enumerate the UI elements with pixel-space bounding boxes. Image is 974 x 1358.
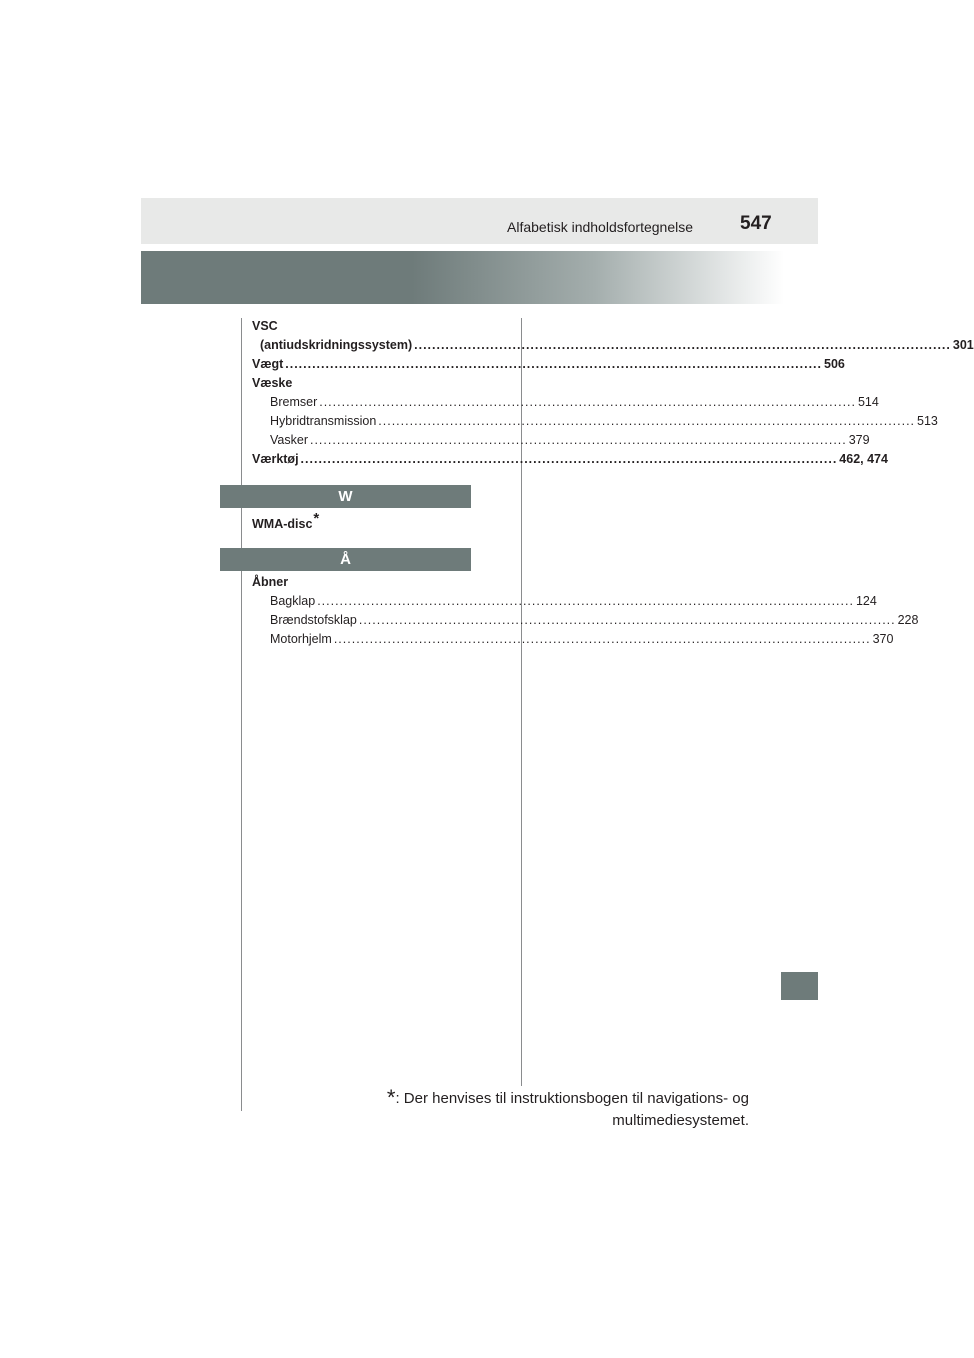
decorative-gradient-band [141,251,818,304]
dot-leader: ........................................................................................................................ [378,414,916,428]
index-term: Vægt [252,355,285,374]
index-page-ref: 462, 474 [839,452,888,466]
index-term: (antiudskridningssystem) [260,336,414,355]
index-page-ref: 513 [917,414,938,428]
dot-leader: ........................................................................................................................ [319,395,856,409]
index-subentry [252,611,919,630]
chapter-thumb-tab [781,972,818,1000]
header-bar [141,198,818,244]
footnote [387,1087,749,1132]
index-subentry [252,393,879,412]
index-group-aa [252,573,919,649]
left-column-rule [241,318,242,1111]
index-term: Bremser [270,393,319,412]
index-term: Hybridtransmission [270,412,378,431]
index-page-ref: 370 [872,632,894,646]
index-term: Brændstofsklap [270,611,359,630]
footnote-line-2: multimediesystemet. [612,1112,749,1129]
index-page-ref: 301 [952,338,974,352]
index-term: Åbner [252,575,289,589]
index-entry [252,317,471,336]
index-entry [252,509,471,531]
index-term: Vasker [270,431,310,450]
dot-leader: ........................................................................................................................ [309,433,847,447]
index-term: Motorhjelm [270,630,334,649]
footnote-star-icon: * [313,510,320,527]
index-subentry [252,431,870,450]
index-page-ref: 506 [824,357,845,371]
index-page-ref: 124 [855,594,877,608]
dot-leader: ........................................................................................................................ [317,594,854,608]
dot-leader: ........................................................................................................................ [333,632,871,646]
section-header-aa: Å [220,548,471,571]
section-header-w: W [220,485,471,508]
index-entry [252,336,974,355]
index-entry [252,573,471,592]
footnote-text: : Der henvises til instruktionsbogen til navigations- og [395,1090,749,1107]
index-subentry [252,412,938,431]
running-header-title: Alfabetisk indholdsfortegnelse [507,219,694,235]
index-subentry [252,592,877,611]
index-entry [252,450,888,469]
index-entry [252,374,471,393]
index-term: Værktøj [252,450,301,469]
footnote-line-1 [387,1087,749,1110]
index-page-ref: 228 [897,613,919,627]
page-number: 547 [740,213,772,234]
footnote-star-icon: * [386,1085,396,1110]
index-entry [252,355,845,374]
index-term: Bagklap [270,592,317,611]
index-group-w [252,509,471,531]
index-page-ref: 514 [857,395,879,409]
dot-leader: ........................................................................................................................ [358,613,896,627]
index-subentry [252,630,894,649]
dot-leader: ........................................................................................................................ [300,452,838,466]
index-term: WMA-disc [252,517,313,531]
index-term: Væske [252,376,293,390]
index-term: VSC [252,319,278,333]
index-page-ref: 379 [848,433,870,447]
dot-leader: ........................................................................................................................ [414,338,951,352]
index-group-v [252,317,974,469]
dot-leader: ........................................................................................................................ [285,357,822,371]
